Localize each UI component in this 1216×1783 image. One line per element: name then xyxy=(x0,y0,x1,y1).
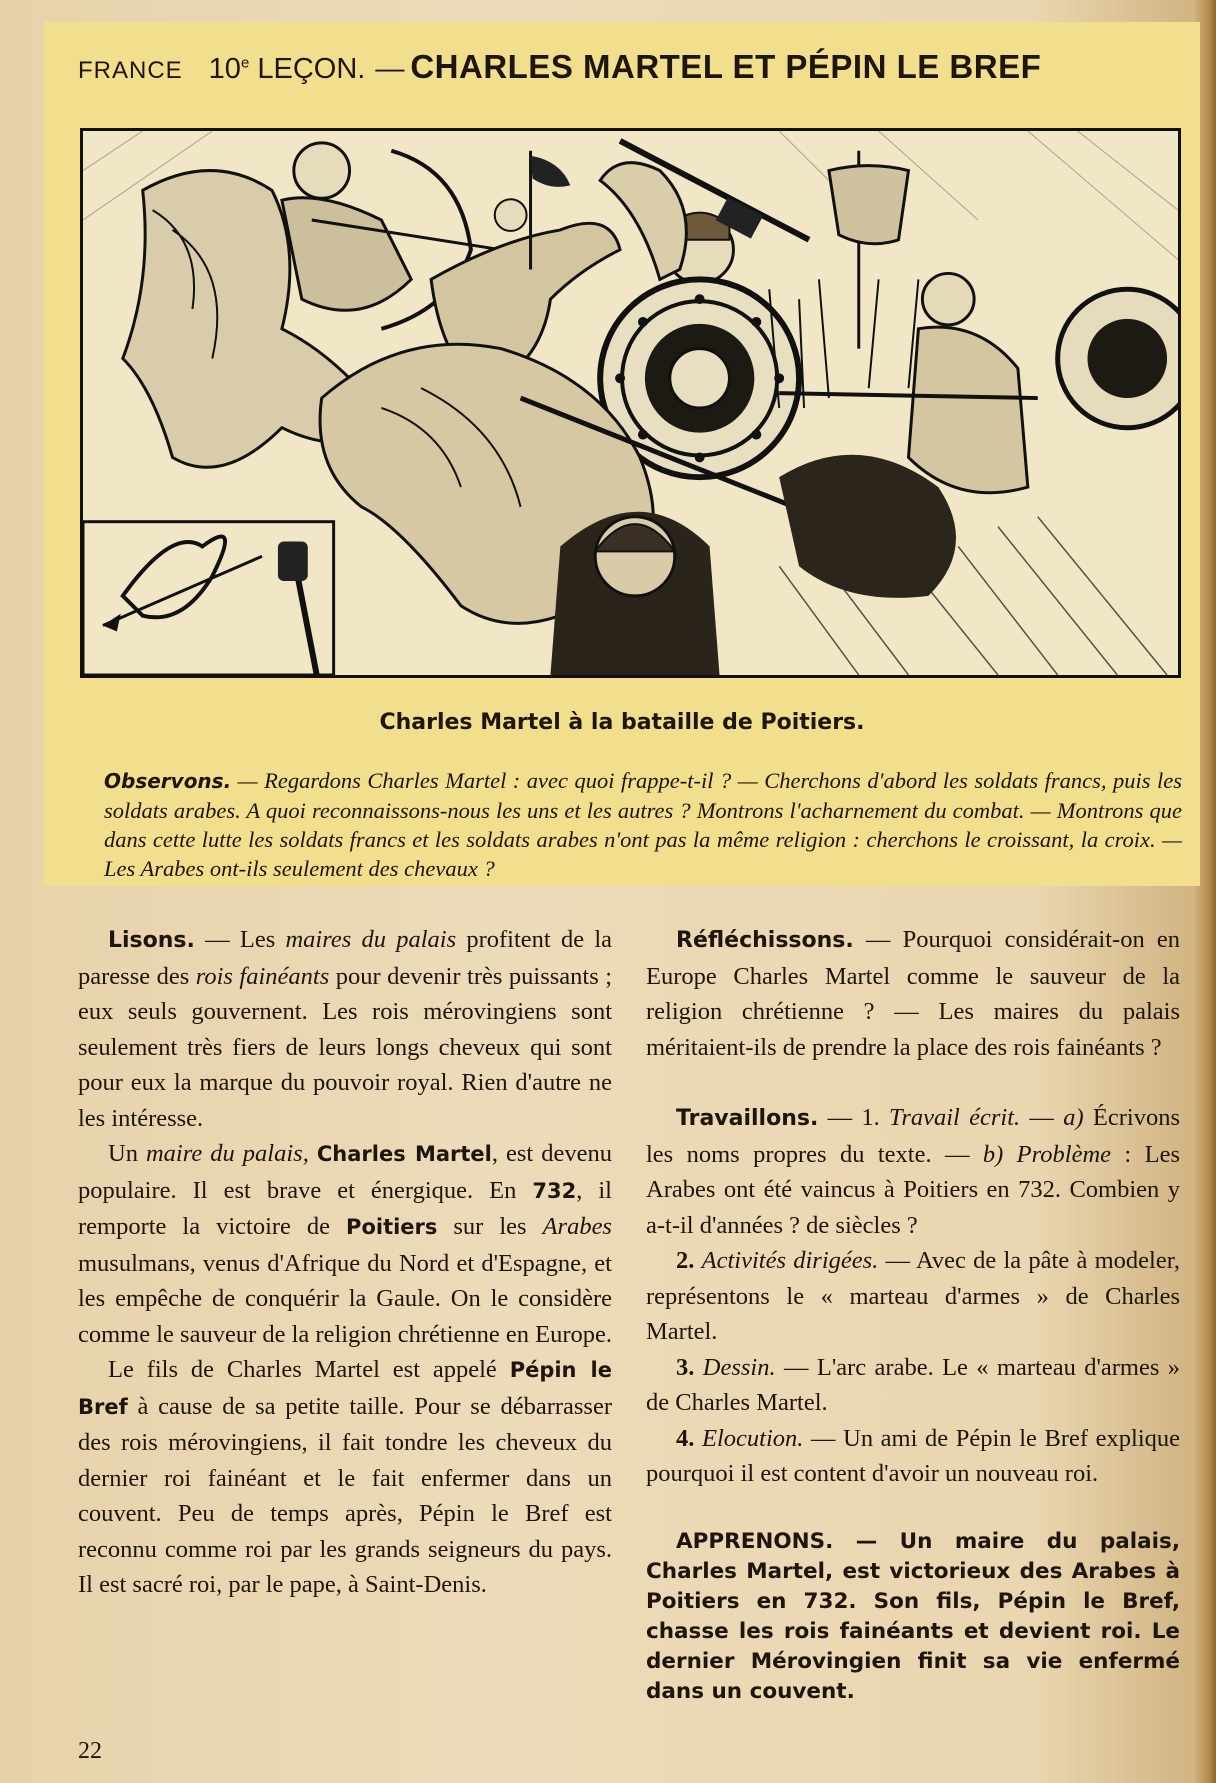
battle-illustration xyxy=(80,128,1181,678)
exercises-column xyxy=(646,922,1180,1707)
observe-lead: Observons. xyxy=(104,769,232,793)
illustration-caption: Charles Martel à la bataille de Poitiers. xyxy=(379,710,865,735)
observe-text: — Regardons Charles Martel : avec quoi frappe-t-il ? — Cherchons d'abord les soldats francs, puis les soldats arabes. A quoi reconnaissons-nous les uns et les autres ? Montrons l'acharnement du combat. — Montrons que dans cette lutte les soldats francs et les soldats arabes n'ont pas la même religion : cherchons le croissant, la croix. — Les Arabes ont-ils seulement des chevaux ? xyxy=(104,768,1182,881)
reading-paragraph-3: Le fils de Charles Martel est appelé Pépin le Bref à cause de sa petite taille. Pour se débarrasser des rois mérovingiens, il fait tondre les cheveux du dernier roi fainéant et le fait enfermer dans un couvent. Peu de temps après, Pépin le Bref est reconnu comme roi par les grands seigneurs du pays. Il est sacré roi, par le pape, à Saint-Denis. xyxy=(78,1356,613,1598)
work-item-3: 3. Dessin. — L'arc arabe. Le « marteau d'armes » de Charles Martel. xyxy=(646,1353,1181,1416)
reading-paragraph-1: Lisons. — Les maires du palais profitent de la paresse des rois fainéants pour devenir très puissants ; eux seuls gouvernent. Les rois mérovingiens sont seulement très fiers de leurs longs cheveux qui sont pour eux la marque du pouvoir royal. Rien d'autre ne les intéresse. xyxy=(78,926,613,1132)
reading-lead: Lisons. xyxy=(108,928,195,953)
header-dash: — xyxy=(375,53,405,85)
country-label: FRANCE xyxy=(78,57,183,84)
reading-paragraph-2: Un maire du palais, Charles Martel, est devenu populaire. Il est brave et énergique. En 732, il remporte la victoire de Poitiers sur les Arabes musulmans, venus d'Afrique du Nord et d'Espagne, et les empêche de conquérir la Gaule. On le considère comme le sauveur de la religion chrétienne en Europe. xyxy=(78,1140,613,1348)
lesson-title: CHARLES MARTEL ET PÉPIN LE BREF xyxy=(410,48,1042,85)
observe-paragraph xyxy=(104,766,1182,883)
battle-engraving-image xyxy=(83,131,1178,675)
work-item-4: 4. Elocution. — Un ami de Pépin le Bref explique pourquoi il est content d'avoir un nouveau roi. xyxy=(646,1424,1180,1487)
learn-summary: APPRENONS. — Un maire du palais, Charles Martel, est victorieux des Arabes à Poitiers en 732. Son fils, Pépin le Bref, chasse les rois fainéants et devient roi. Le dernier Mérovingien finit sa vie enfermé dans un couvent. xyxy=(646,1528,1180,1704)
reflect-paragraph: Réfléchissons. — Pourquoi considérait-on en Europe Charles Martel comme le sauveur de la religion chrétienne ? — Les maires du palais méritaient-ils de prendre la place des rois fainéants ? xyxy=(646,926,1180,1061)
work-paragraph: Travaillons. — 1. Travail écrit. — a) Écrivons les noms propres du texte. — b) Problème : Les Arabes ont été vaincus à Poitiers en 732. Combien y a-t-il d'années ? de siècles ? xyxy=(646,1104,1181,1239)
page-number: 22 xyxy=(78,1738,102,1764)
work-lead: Travaillons. xyxy=(676,1106,819,1131)
reflect-lead: Réfléchissons. xyxy=(676,928,854,953)
reading-column xyxy=(78,922,612,1603)
work-item-2: 2. Activités dirigées. — Avec de la pâte à modeler, représentons le « marteau d'armes » de Charles Martel. xyxy=(646,1247,1181,1345)
lesson-number: 10e LEÇON. xyxy=(208,53,366,85)
lesson-header xyxy=(78,48,1178,88)
